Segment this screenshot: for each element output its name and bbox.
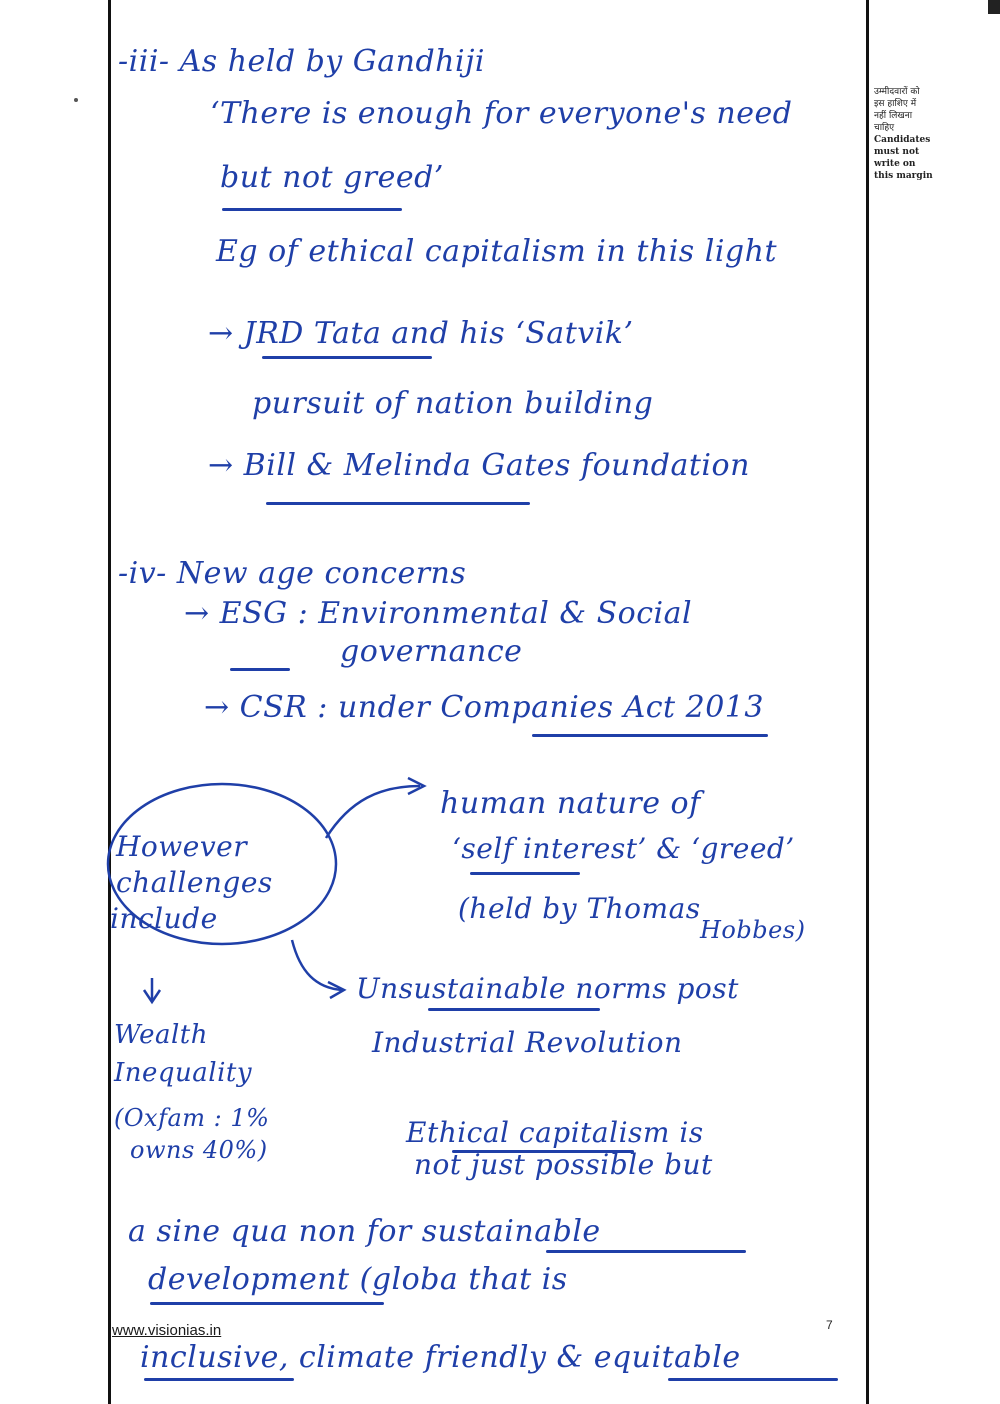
margin-english-line: Candidates <box>874 135 931 145</box>
example-heading: Eg of ethical capitalism in this light <box>216 234 778 269</box>
challenge-circle-line: include <box>110 902 218 935</box>
answer-point-iii: -iii- As held by Gandhiji <box>118 44 485 79</box>
challenge-human-nature-cont: ‘self interest’ & ‘greed’ <box>452 832 795 865</box>
concern-esg: → ESG : Environmental & Social <box>184 596 693 631</box>
conclusion-line-2: not just possible but <box>414 1148 713 1181</box>
conclusion-line-1: Ethical capitalism is <box>406 1116 704 1149</box>
arrow-to-unsustainable <box>292 940 342 990</box>
challenge-hobbes-cont: Hobbes) <box>700 916 806 944</box>
gandhi-quote-line-1: ‘There is enough for everyone's need <box>210 96 793 131</box>
conclusion-line-3: a sine qua non for sustainable <box>128 1214 601 1249</box>
page-number: 7 <box>826 1318 833 1332</box>
challenge-inequality: Inequality <box>114 1058 253 1088</box>
challenge-circle <box>108 784 336 944</box>
challenge-unsustainable: Unsustainable norms post <box>356 972 739 1005</box>
margin-english-line: this margin <box>874 171 933 181</box>
arrow-to-human-nature <box>326 786 420 838</box>
example-jrd-tata-cont: pursuit of nation building <box>252 386 654 421</box>
margin-english-line: write on <box>874 159 916 169</box>
margin-hindi-line: इस हाशिए में <box>874 99 917 109</box>
example-jrd-tata: → JRD Tata and his ‘Satvik’ <box>208 316 634 351</box>
challenge-oxfam-cont: owns 40%) <box>130 1136 268 1164</box>
footer-website-link[interactable]: www.visionias.in <box>112 1322 222 1339</box>
margin-hindi-line: नहीं लिखना <box>874 111 913 121</box>
margin-hindi-line: उम्मीदवारों को <box>874 87 920 97</box>
margin-english-line: must not <box>874 147 920 157</box>
conclusion-line-4: development (globa that is <box>148 1262 568 1297</box>
margin-hindi-line: चाहिए <box>874 123 895 133</box>
challenge-human-nature: human nature of <box>440 786 701 821</box>
concern-csr: → CSR : under Companies Act 2013 <box>204 690 764 725</box>
challenge-circle-line: challenges <box>116 866 273 899</box>
challenge-industrial-revolution: Industrial Revolution <box>372 1026 683 1059</box>
gandhi-quote-line-2: but not greed’ <box>220 160 444 195</box>
challenge-oxfam: (Oxfam : 1% <box>114 1104 270 1132</box>
conclusion-line-5: inclusive, climate friendly & equitable <box>140 1340 741 1375</box>
challenge-hobbes: (held by Thomas <box>458 892 701 925</box>
challenge-circle-line: However <box>116 830 248 863</box>
example-gates: → Bill & Melinda Gates foundation <box>208 448 750 483</box>
challenge-wealth: Wealth <box>114 1020 208 1050</box>
concern-esg-cont: governance <box>340 634 523 669</box>
answer-point-iv: -iv- New age concerns <box>118 556 467 591</box>
